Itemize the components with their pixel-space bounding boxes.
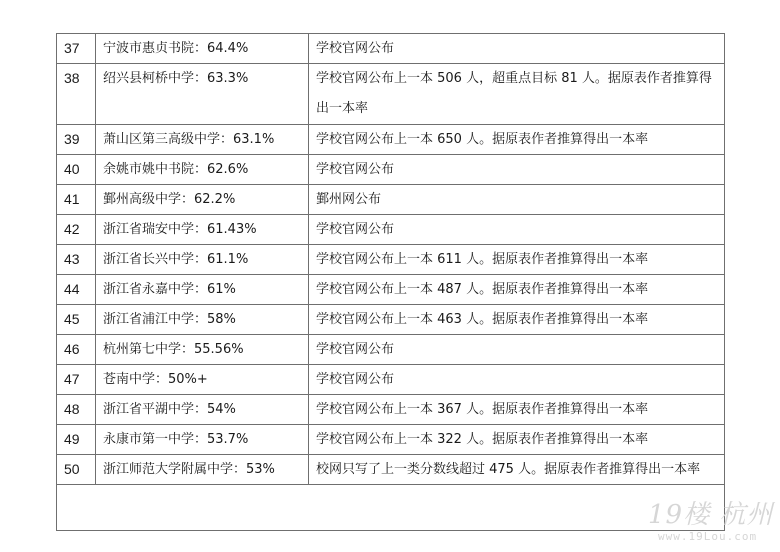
table-row [57, 395, 725, 425]
rank-cell: 50 [57, 455, 96, 485]
table-row [57, 125, 725, 155]
rank-cell: 37 [57, 34, 96, 64]
source-cell: 学校官网公布上一本 322 人。据原表作者推算得出一本率 [309, 425, 725, 455]
rank-cell: 41 [57, 185, 96, 215]
table-row [57, 275, 725, 305]
school-cell: 萧山区第三高级中学：63.1% [96, 125, 309, 155]
source-cell: 学校官网公布 [309, 155, 725, 185]
table-row [57, 185, 725, 215]
source-cell: 学校官网公布上一本 611 人。据原表作者推算得出一本率 [309, 245, 725, 275]
school-cell: 鄞州高级中学：62.2% [96, 185, 309, 215]
rank-cell: 48 [57, 395, 96, 425]
table-row [57, 155, 725, 185]
source-cell: 学校官网公布上一本 487 人。据原表作者推算得出一本率 [309, 275, 725, 305]
watermark-url: www.19Lou.com [658, 530, 758, 543]
source-cell: 学校官网公布上一本 367 人。据原表作者推算得出一本率 [309, 395, 725, 425]
rank-cell: 46 [57, 335, 96, 365]
school-cell: 浙江省长兴中学：61.1% [96, 245, 309, 275]
rank-cell: 44 [57, 275, 96, 305]
school-cell: 绍兴县柯桥中学：63.3% [96, 64, 309, 125]
watermark-logo: 19楼 杭州 [648, 500, 774, 530]
source-cell: 学校官网公布 [309, 215, 725, 245]
source-cell: 鄞州网公布 [309, 185, 725, 215]
rank-cell: 38 [57, 64, 96, 125]
rank-cell: 40 [57, 155, 96, 185]
table-row [57, 64, 725, 125]
source-cell: 学校官网公布上一本 506 人，超重点目标 81 人。据原表作者推算得出一本率 [309, 64, 725, 125]
school-cell: 苍南中学：50%+ [96, 365, 309, 395]
school-cell: 余姚市姚中书院：62.6% [96, 155, 309, 185]
empty-cell [57, 485, 725, 531]
table-row [57, 425, 725, 455]
source-cell: 学校官网公布 [309, 34, 725, 64]
school-cell: 杭州第七中学：55.56% [96, 335, 309, 365]
rank-cell: 43 [57, 245, 96, 275]
rank-cell: 45 [57, 305, 96, 335]
empty-row [57, 485, 725, 531]
school-cell: 浙江省平湖中学：54% [96, 395, 309, 425]
school-cell: 浙江省浦江中学：58% [96, 305, 309, 335]
rank-cell: 49 [57, 425, 96, 455]
ranking-table [56, 33, 725, 531]
source-cell: 校网只写了上一类分数线超过 475 人。据原表作者推算得出一本率 [309, 455, 725, 485]
school-cell: 永康市第一中学：53.7% [96, 425, 309, 455]
table-row [57, 305, 725, 335]
table-row [57, 335, 725, 365]
source-cell: 学校官网公布上一本 463 人。据原表作者推算得出一本率 [309, 305, 725, 335]
source-cell: 学校官网公布 [309, 335, 725, 365]
table-row [57, 215, 725, 245]
table-row [57, 365, 725, 395]
rank-cell: 47 [57, 365, 96, 395]
school-cell: 浙江省瑞安中学：61.43% [96, 215, 309, 245]
table-row [57, 455, 725, 485]
school-cell: 浙江师范大学附属中学：53% [96, 455, 309, 485]
source-cell: 学校官网公布上一本 650 人。据原表作者推算得出一本率 [309, 125, 725, 155]
rank-cell: 42 [57, 215, 96, 245]
rank-cell: 39 [57, 125, 96, 155]
table-row [57, 34, 725, 64]
source-cell: 学校官网公布 [309, 365, 725, 395]
school-cell: 宁波市惠贞书院：64.4% [96, 34, 309, 64]
school-cell: 浙江省永嘉中学：61% [96, 275, 309, 305]
table-row [57, 245, 725, 275]
